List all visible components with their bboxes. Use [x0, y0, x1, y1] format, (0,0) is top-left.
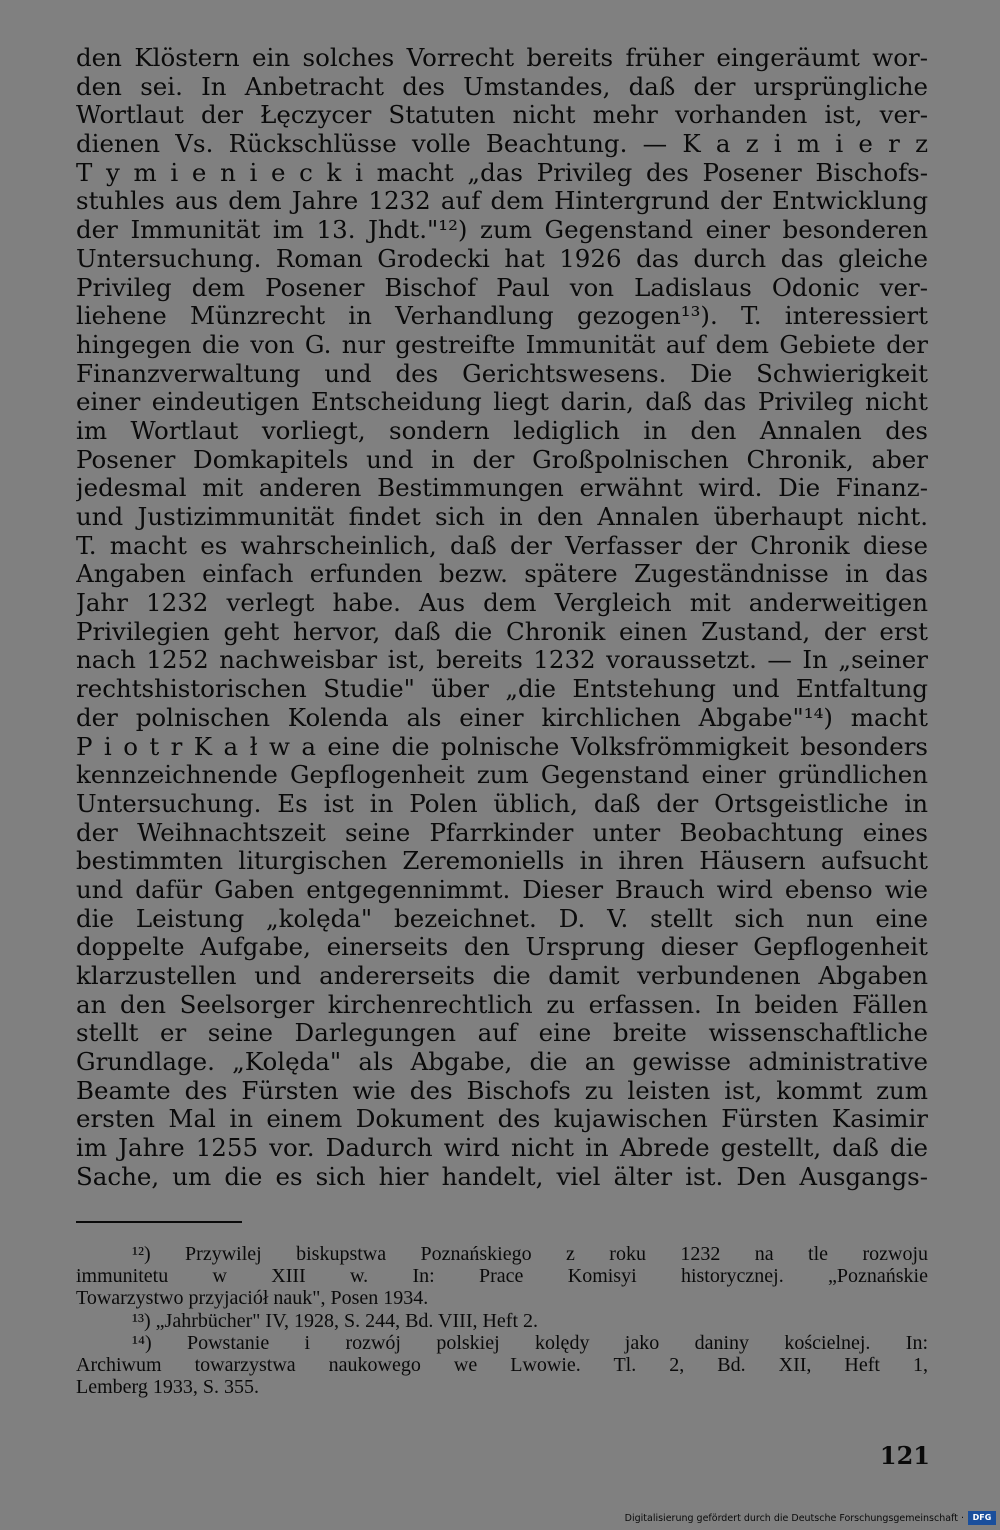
- footnotes: [76, 1243, 928, 1398]
- body-line: und Justizimmunität findet sich in den Annalen überhaupt nicht.: [76, 503, 928, 531]
- body-line: hingegen die von G. nur gestreifte Immunität auf dem Gebiete der: [76, 330, 928, 359]
- body-line: Privilegien geht hervor, daß die Chronik einen Zustand, der erst: [76, 617, 928, 646]
- page-number: 121: [879, 1441, 930, 1470]
- body-line: Posener Domkapitels und in der Großpolnischen Chronik, aber: [76, 445, 928, 474]
- footnote-12-line: immunitetu w XIII w. In: Prace Komisyi historycznej. „Poznańskie: [76, 1265, 928, 1288]
- body-line: der polnischen Kolenda als einer kirchlichen Abgabe"¹⁴) macht: [76, 703, 928, 732]
- body-line: Untersuchung. Es ist in Polen üblich, daß der Ortsgeistliche in: [76, 789, 928, 818]
- footnote-14-line: Lemberg 1933, S. 355.: [76, 1376, 259, 1399]
- footnote-12-line: Towarzystwo przyjaciół nauk", Posen 1934.: [76, 1287, 429, 1310]
- body-line: Grundlage. „Kolęda" als Abgabe, die an gewisse administrative: [76, 1048, 928, 1077]
- body-line: bestimmten liturgischen Zeremoniells in ihren Häusern aufsucht: [76, 847, 928, 876]
- digitization-credit: Digitalisierung gefördert durch die Deutsche Forschungsgemeinschaft ·: [624, 1513, 964, 1524]
- body-line: T. macht es wahrscheinlich, daß der Verfasser der Chronik diese: [76, 531, 928, 560]
- body-line: jedesmal mit anderen Bestimmungen erwähnt wird. Die Finanz-: [76, 474, 928, 503]
- body-line: P i o t r K a ł w a eine die polnische Volksfrömmigkeit besonders: [76, 732, 928, 761]
- footnote-12-line: ¹²) Przywilej biskupstwa Poznańskiego z roku 1232 na tle rozwoju: [132, 1243, 928, 1265]
- body-line: liehene Münzrecht in Verhandlung gezogen¹³). T. interessiert: [76, 302, 928, 331]
- body-line: nach 1252 nachweisbar ist, bereits 1232 voraussetzt. — In „seiner: [76, 646, 928, 675]
- body-line: kennzeichnende Gepflogenheit zum Gegenstand einer gründlichen: [76, 761, 928, 790]
- body-line: den sei. In Anbetracht des Umstandes, daß der ursprüngliche: [76, 72, 928, 101]
- body-line: rechtshistorischen Studie" über „die Entstehung und Entfaltung: [76, 675, 928, 704]
- body-line: Untersuchung. Roman Grodecki hat 1926 das durch das gleiche: [76, 244, 928, 273]
- body-line: Angaben einfach erfunden bezw. spätere Zugeständnisse in das: [76, 560, 928, 589]
- body-line: Privileg dem Posener Bischof Paul von Ladislaus Odonic ver-: [76, 273, 928, 302]
- body-line: Beamte des Fürsten wie des Bischofs zu leisten ist, kommt zum: [76, 1076, 928, 1105]
- body-line: ersten Mal in einem Dokument des kujawischen Fürsten Kasimir: [76, 1105, 928, 1134]
- body-line: T y m i e n i e c k i macht „das Privileg des Posener Bischofs-: [76, 158, 928, 187]
- body-line: der Immunität im 13. Jhdt."¹²) zum Gegenstand einer besonderen: [76, 216, 928, 245]
- body-line: stuhles aus dem Jahre 1232 auf dem Hintergrund der Entwicklung: [76, 187, 928, 216]
- footnote-separator: [76, 1221, 242, 1223]
- body-line: dienen Vs. Rückschlüsse volle Beachtung. — K a z i m i e r z: [76, 130, 928, 159]
- footnote-14-line: ¹⁴) Powstanie i rozwój polskiej kolędy jako daniny kościelnej. In:: [132, 1331, 928, 1354]
- body-line: den Klöstern ein solches Vorrecht bereits früher eingeräumt wor-: [76, 44, 928, 72]
- body-line: einer eindeutigen Entscheidung liegt darin, daß das Privileg nicht: [76, 388, 928, 417]
- body-line: Finanzverwaltung und des Gerichtswesens. Die Schwierigkeit: [76, 359, 928, 388]
- body-line: Jahr 1232 verlegt habe. Aus dem Vergleich mit anderweitigen: [76, 589, 928, 618]
- body-line: im Wortlaut vorliegt, sondern lediglich in den Annalen des: [76, 416, 928, 445]
- body-line: doppelte Aufgabe, einerseits den Ursprung dieser Gepflogenheit: [76, 933, 928, 962]
- body-line: der Weihnachtszeit seine Pfarrkinder unter Beobachtung eines: [76, 818, 928, 847]
- body-line: und dafür Gaben entgegennimmt. Dieser Brauch wird ebenso wie: [76, 875, 928, 904]
- footnote-13-line: ¹³) „Jahrbücher" IV, 1928, S. 244, Bd. VIII, Heft 2.: [132, 1309, 539, 1332]
- body-line: Sache, um die es sich hier handelt, viel älter ist. Den Ausgangs-: [76, 1162, 928, 1191]
- footnote-14-line: Archiwum towarzystwa naukowego we Lwowie. Tl. 2, Bd. XII, Heft 1,: [76, 1353, 928, 1376]
- body-line: klarzustellen und andererseits die damit verbundenen Abgaben: [76, 962, 928, 990]
- body-line: Wortlaut der Łęczycer Statuten nicht mehr vorhanden ist, ver-: [76, 101, 928, 130]
- body-line: an den Seelsorger kirchenrechtlich zu erfassen. In beiden Fällen: [76, 990, 928, 1019]
- body-line: im Jahre 1255 vor. Dadurch wird nicht in Abrede gestellt, daß die: [76, 1134, 928, 1163]
- body-line: die Leistung „kolęda" bezeichnet. D. V. stellt sich nun eine: [76, 904, 928, 933]
- body-line: stellt er seine Darlegungen auf eine breite wissenschaftliche: [76, 1019, 928, 1048]
- dfg-logo: DFG: [968, 1511, 996, 1525]
- body-text: [76, 44, 928, 1192]
